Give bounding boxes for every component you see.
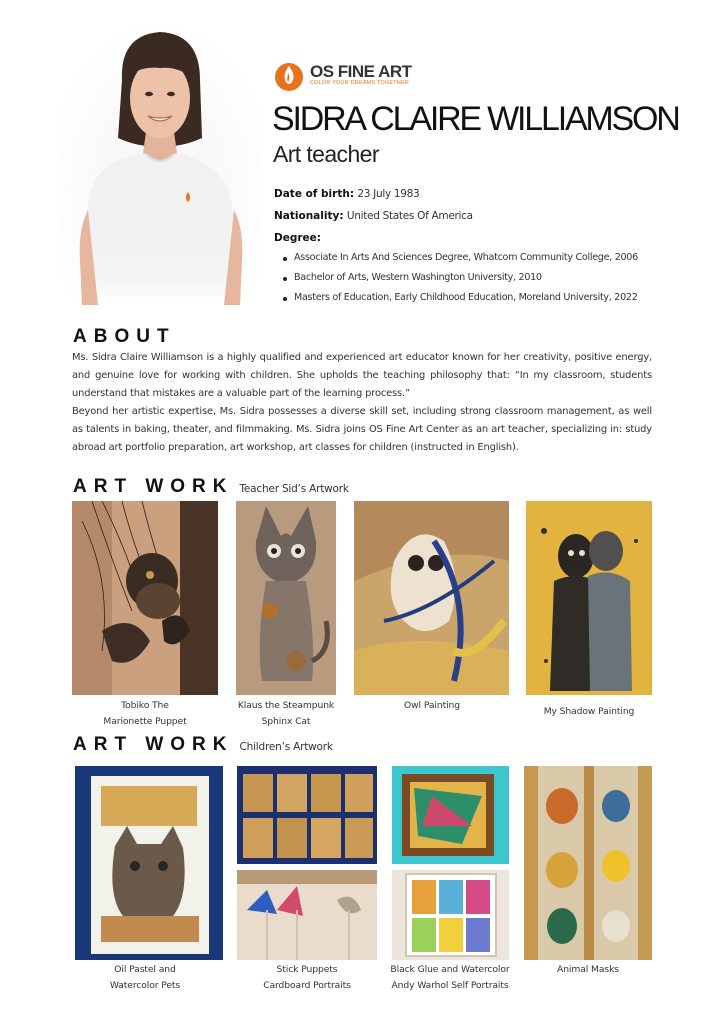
- artwork-image-puppet: [72, 501, 218, 695]
- children-artwork-title: ART WORK: [73, 734, 234, 755]
- degree-row: [274, 232, 694, 244]
- artwork-image-pets: [75, 766, 223, 960]
- artwork-caption: Tobiko The Marionette Puppet: [103, 700, 187, 727]
- dob-value: 23 July 1983: [357, 188, 420, 200]
- brand-logo: [274, 58, 412, 92]
- about-heading: ABOUT: [73, 326, 176, 347]
- artwork-caption: Oil Pastel and Watercolor Pets: [109, 964, 181, 991]
- artwork-image-shadow: [526, 501, 652, 695]
- artwork-caption: Owl Painting: [404, 700, 460, 711]
- degree-label: Degree:: [274, 232, 321, 244]
- teacher-artwork-title: ART WORK: [73, 476, 234, 497]
- artwork-image-steampunk-cat: [236, 501, 336, 695]
- artwork-image-glue-watercolor: [392, 766, 509, 864]
- artwork-image-warhol-portraits: [392, 870, 509, 960]
- teacher-artwork-heading: [73, 476, 349, 498]
- logo-tagline: COLOR YOUR DREAMS TOGETHER: [310, 80, 410, 87]
- artwork-caption: Klaus the Steampunk Sphinx Cat: [237, 700, 335, 727]
- nationality-value: United States Of America: [346, 210, 473, 222]
- flame-logo-icon: [274, 58, 304, 92]
- logo-name: OS FINE ART: [310, 62, 412, 82]
- about-paragraph: Beyond her artistic expertise, Ms. Sidra possesses a diverse skill set, including strong classroom management, as well as talents in baking, theater, and filmmaking. Ms. Sidra joins OS Fine Art Center as an art teacher, specializing in: study abroad art portfolio preparation, art workshop, art classes for children (instructed in English).: [72, 406, 652, 453]
- teacher-portrait: [60, 20, 260, 305]
- artwork-image-cardboard-portraits: [237, 766, 377, 864]
- children-artwork-subtitle: Children’s Artwork: [239, 741, 333, 753]
- children-artwork-heading: [73, 734, 333, 756]
- degree-item: Masters of Education, Early Childhood Education, Moreland University, 2022: [274, 292, 694, 303]
- nationality-row: [274, 210, 694, 222]
- artwork-caption: Black Glue and Watercolor Andy Warhol Self Portraits: [390, 964, 510, 991]
- teacher-role: Art teacher: [273, 141, 379, 167]
- teacher-name: SIDRA CLAIRE WILLIAMSON: [272, 100, 679, 138]
- artwork-caption: Animal Masks: [557, 964, 619, 975]
- about-text: [72, 349, 652, 457]
- artwork-image-animal-masks: [524, 766, 652, 960]
- teacher-info: [274, 188, 694, 312]
- degree-list: [274, 252, 694, 303]
- nationality-label: Nationality:: [274, 210, 344, 222]
- artwork-image-owl: [354, 501, 509, 695]
- artwork-caption: Stick Puppets Cardboard Portraits: [263, 964, 351, 991]
- degree-item: Associate In Arts And Sciences Degree, Whatcom Community College, 2006: [274, 252, 694, 263]
- teacher-artwork-subtitle: Teacher Sid’s Artwork: [239, 483, 349, 495]
- dob-label: Date of birth:: [274, 188, 355, 200]
- artwork-caption: My Shadow Painting: [543, 706, 635, 717]
- about-paragraph: Ms. Sidra Claire Williamson is a highly qualified and experienced art educator known for her creativity, positive energy, and genuine love for working with children. She upholds the teaching philosophy that: “In my classroom, students understand that mistakes are a valuable part of the learning process.”: [72, 352, 652, 399]
- dob-row: [274, 188, 694, 200]
- degree-item: Bachelor of Arts, Western Washington University, 2010: [274, 272, 694, 283]
- artwork-image-stick-puppets: [237, 870, 377, 960]
